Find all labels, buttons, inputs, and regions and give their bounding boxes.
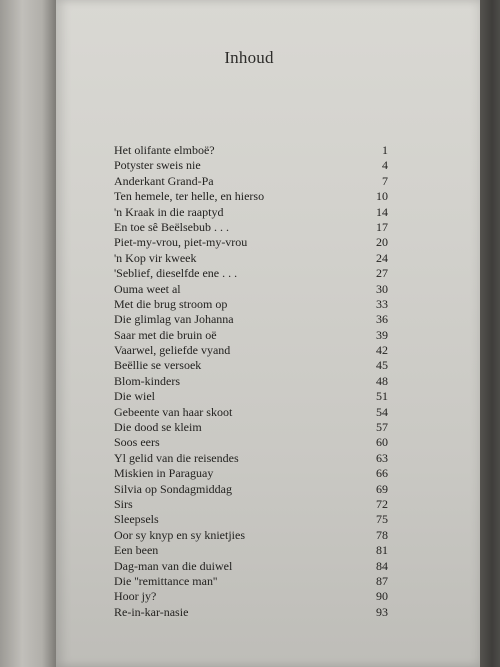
toc-entry-title: Hoor jy?: [114, 589, 157, 604]
toc-entry: [114, 466, 388, 481]
toc-entry: [114, 420, 388, 435]
facing-page-edge: [0, 0, 56, 667]
toc-entry-title: Met die brug stroom op: [114, 296, 228, 311]
toc-entry: [114, 312, 388, 327]
toc-entry-page: 66: [376, 466, 388, 481]
toc-entry-title: Ten hemele, ter helle, en hierso: [114, 189, 265, 204]
toc-entry-title: Soos eers: [114, 435, 160, 450]
toc-entry-page: 75: [376, 512, 388, 527]
toc-entry: [114, 297, 388, 312]
toc-entry-page: 51: [376, 389, 388, 404]
toc-entry-title: Het olifante elmboë?: [114, 143, 215, 157]
page-title: Inhoud: [224, 48, 274, 67]
toc-entry-page: 78: [376, 527, 388, 542]
toc-entry-page: 90: [376, 589, 388, 604]
toc-entry-page: 30: [376, 281, 388, 296]
toc-entry-title: Sirs: [114, 496, 133, 511]
toc-entry-page: 1: [382, 143, 388, 157]
toc-entry-page: 81: [376, 543, 388, 558]
toc-entry: [114, 158, 388, 173]
toc-entry-title: Die ''remittance man'': [114, 573, 218, 588]
toc-entry: [114, 482, 388, 497]
toc-entry-title: Potyster sweis nie: [114, 158, 201, 173]
toc-entry-page: 42: [376, 343, 388, 358]
toc-entry-page: 93: [376, 604, 388, 619]
toc-entry: [114, 405, 388, 420]
toc-entry: [114, 559, 388, 574]
toc-entry-page: 69: [376, 481, 388, 496]
toc-entry: [114, 174, 388, 189]
toc-entry-title: Gebeente van haar skoot: [114, 404, 233, 419]
toc-entry-title: 'Seblief, dieselfde ene . . .: [114, 266, 238, 281]
toc-entry-title: Saar met die bruin oë: [114, 327, 217, 342]
toc-entry: [114, 266, 388, 281]
table-of-contents: [114, 143, 388, 620]
toc-entry: [114, 512, 388, 527]
toc-entry-page: 45: [376, 358, 388, 373]
toc-entry: [114, 205, 388, 220]
toc-entry-page: 57: [376, 420, 388, 435]
toc-entry-title: 'n Kraak in die raaptyd: [114, 204, 224, 219]
toc-entry: [114, 528, 388, 543]
toc-entry-page: 54: [376, 404, 388, 419]
toc-entry-page: 17: [376, 219, 388, 234]
toc-entry: [114, 497, 388, 512]
toc-entry-page: 84: [376, 558, 388, 573]
toc-entry-title: Blom-kinders: [114, 373, 180, 388]
toc-entry-page: 4: [382, 158, 388, 173]
toc-entry-title: Miskien in Paraguay: [114, 466, 214, 481]
toc-entry: [114, 374, 388, 389]
toc-entry: [114, 605, 388, 620]
toc-entry: [114, 589, 388, 604]
toc-entry: [114, 435, 388, 450]
toc-entry: [114, 389, 388, 404]
toc-entry: [114, 358, 388, 373]
toc-entry-title: Silvia op Sondagmiddag: [114, 481, 232, 496]
toc-entry-title: Re-in-kar-nasie: [114, 604, 189, 619]
toc-entry: [114, 189, 388, 204]
toc-entry: [114, 282, 388, 297]
toc-entry: [114, 328, 388, 343]
toc-entry-title: Ouma weet al: [114, 281, 181, 296]
toc-entry-title: En toe sê Beëlsebub . . .: [114, 219, 229, 234]
toc-entry: [114, 235, 388, 250]
toc-entry-page: 87: [376, 573, 388, 588]
toc-entry: [114, 220, 388, 235]
toc-entry: [114, 251, 388, 266]
toc-entry-page: 24: [376, 250, 388, 265]
toc-entry: [114, 574, 388, 589]
toc-entry-page: 72: [376, 496, 388, 511]
toc-entry-page: 20: [376, 235, 388, 250]
toc-entry-title: Sleepsels: [114, 512, 159, 527]
toc-entry-page: 7: [382, 173, 388, 188]
toc-entry: [114, 143, 388, 158]
toc-entry: [114, 543, 388, 558]
book-spine-shadow: [480, 0, 500, 667]
toc-entry-title: Anderkant Grand-Pa: [114, 173, 214, 188]
toc-entry-page: 39: [376, 327, 388, 342]
toc-entry-page: 10: [376, 189, 388, 204]
toc-entry-title: Die glimlag van Johanna: [114, 312, 234, 327]
toc-entry-page: 63: [376, 450, 388, 465]
toc-entry-title: Oor sy knyp en sy knietjies: [114, 527, 245, 542]
toc-entry-title: Vaarwel, geliefde vyand: [114, 343, 231, 358]
toc-entry-page: 48: [376, 373, 388, 388]
toc-entry-title: Piet-my-vrou, piet-my-vrou: [114, 235, 248, 250]
toc-entry-title: 'n Kop vir kweek: [114, 250, 197, 265]
toc-entry-title: Beëllie se versoek: [114, 358, 202, 373]
toc-entry: [114, 343, 388, 358]
toc-entry-page: 33: [376, 296, 388, 311]
toc-entry-title: Een been: [114, 543, 159, 558]
toc-entry-title: Die wiel: [114, 389, 155, 404]
toc-entry-page: 27: [376, 266, 388, 281]
toc-entry-page: 60: [376, 435, 388, 450]
toc-entry-page: 14: [376, 204, 388, 219]
toc-entry: [114, 451, 388, 466]
toc-entry-title: Dag-man van die duiwel: [114, 558, 233, 573]
toc-entry-title: Yl gelid van die reisendes: [114, 450, 239, 465]
toc-entry-page: 36: [376, 312, 388, 327]
toc-entry-title: Die dood se kleim: [114, 420, 202, 435]
